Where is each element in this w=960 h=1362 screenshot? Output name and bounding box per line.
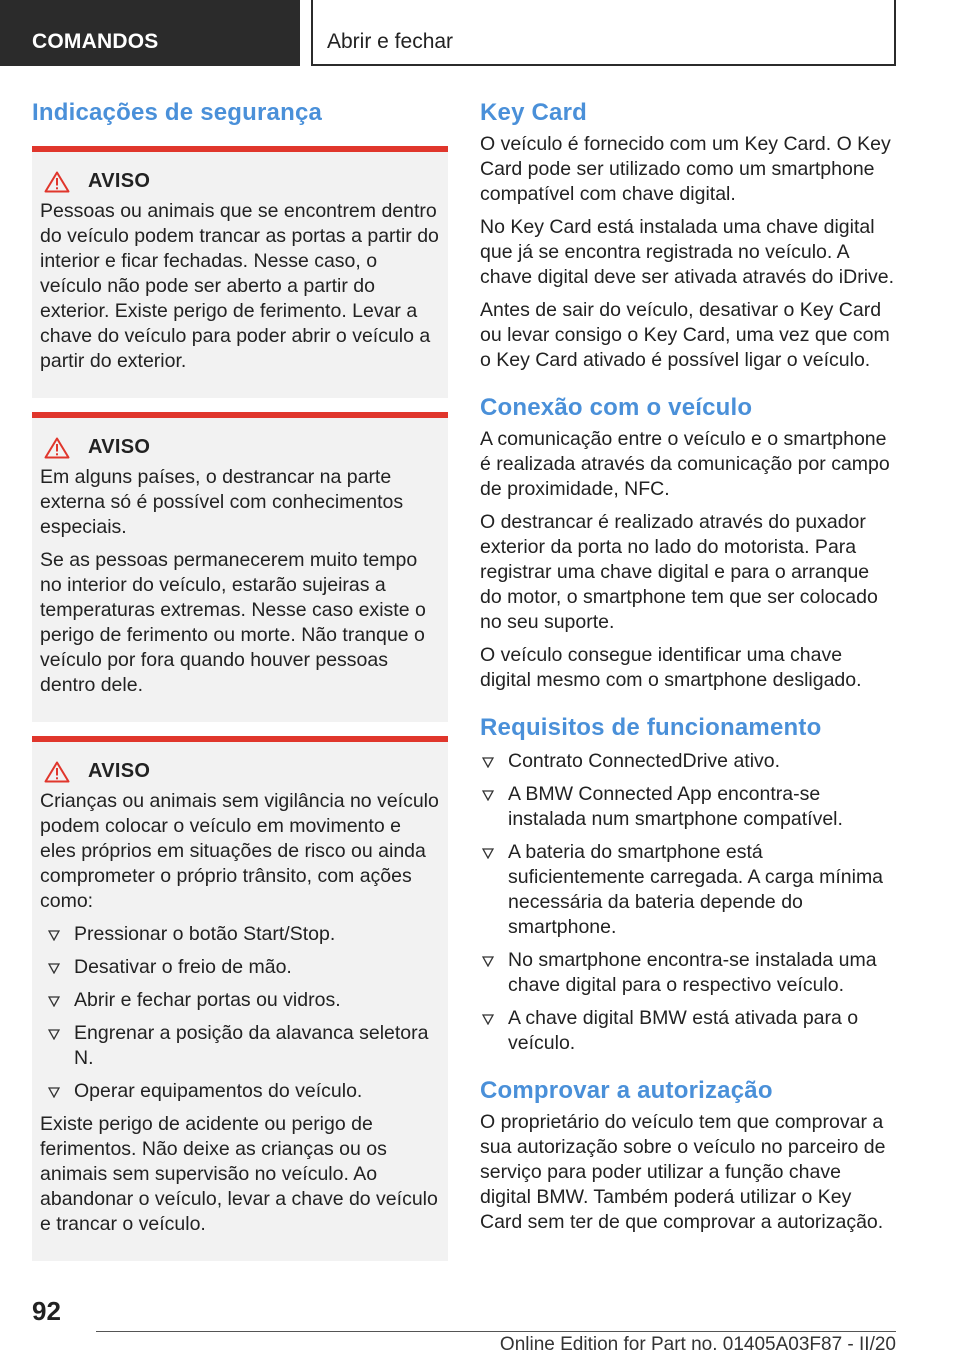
authorization-heading: Comprovar a autorização	[480, 1077, 773, 1104]
list-item: Engrenar a posição da alavanca seletora N.	[40, 1021, 440, 1071]
warning-label: AVISO	[88, 170, 151, 192]
warning-box	[32, 736, 448, 1261]
bullet-triangle-icon	[48, 1029, 60, 1040]
bullet-triangle-icon	[482, 1014, 494, 1025]
warning-header	[40, 436, 440, 459]
warning-triangle-icon	[44, 171, 70, 193]
warning-text: Pessoas ou animais que se encontrem dentro do veículo podem trancar as portas a partir do interior e ficar fechadas. Nesse caso, o veículo não pode ser aberto a partir do exterior. Existe perigo de ferimento. Levar a chave do veículo para poder abrir o veículo a partir do exterior.	[40, 200, 439, 372]
warning-list	[40, 922, 440, 1104]
bullet-triangle-icon	[482, 757, 494, 768]
chapter-label: Abrir e fechar	[327, 30, 454, 53]
edition-footer: Online Edition for Part no. 01405A03F87 - II/20	[499, 1334, 896, 1355]
body-text: O veículo consegue identificar uma chave digital mesmo com o smartphone desligado.	[480, 644, 862, 691]
bullet-triangle-icon	[482, 956, 494, 967]
warning-text: Em alguns países, o destrancar na parte externa só é possível com conhecimentos especiais.	[40, 466, 404, 538]
list-item: Pressionar o botão Start/Stop.	[40, 922, 440, 947]
bullet-triangle-icon	[482, 790, 494, 801]
body-text: A comunicação entre o veículo e o smartphone é realizada através da comunicação por campo de proximidade, NFC.	[480, 428, 890, 500]
key-card-heading: Key Card	[480, 99, 587, 126]
bullet-triangle-icon	[48, 963, 60, 974]
list-item: Operar equipamentos do veículo.	[40, 1079, 440, 1104]
list-item: Abrir e fechar portas ou vidros.	[40, 988, 440, 1013]
bullet-triangle-icon	[48, 930, 60, 941]
requirements-heading: Requisitos de funcionamento	[480, 714, 822, 741]
list-item: A BMW Connected App encontra-se instalada num smartphone compatível.	[480, 782, 896, 832]
body-text: O proprietário do veículo tem que comprovar a sua autorização sobre o veículo no parceiro de serviço para poder utilizar a função chave digital BMW. Também poderá utilizar o Key Card sem ter de que comprovar a autorização.	[480, 1111, 886, 1233]
list-item: Contrato ConnectedDrive ativo.	[480, 749, 896, 774]
footer-divider	[96, 1331, 896, 1332]
warning-box	[32, 412, 448, 722]
safety-heading: Indicações de segurança	[32, 99, 323, 126]
bullet-triangle-icon	[48, 996, 60, 1007]
section-tab	[0, 0, 300, 66]
list-item: A bateria do smartphone está suficientemente carregada. A carga mínima necessária da bateria depende do smartphone.	[480, 840, 896, 940]
right-column	[480, 98, 896, 1243]
list-item: No smartphone encontra-se instalada uma chave digital para o respectivo veículo.	[480, 948, 896, 998]
warning-label: AVISO	[88, 436, 151, 458]
warning-header	[40, 170, 440, 193]
warning-triangle-icon	[44, 761, 70, 783]
body-text: O veículo é fornecido com um Key Card. O Key Card pode ser utilizado como um smartphone compatível com chave digital.	[480, 133, 891, 205]
bullet-triangle-icon	[482, 848, 494, 859]
body-text: O destrancar é realizado através do puxador exterior da porta no lado do motorista. Para registrar uma chave digital e para o arranque do motor, o smartphone tem que ser colocado no seu suporte.	[480, 511, 878, 633]
warning-text: Crianças ou animais sem vigilância no veículo podem colocar o veículo em movimento e eles próprios em situações de risco ou ainda comprometer o próprio trânsito, com ações como:	[40, 790, 439, 912]
section-label: COMANDOS	[32, 30, 159, 53]
warning-text: Existe perigo de acidente ou perigo de ferimentos. Não deixe as crianças ou os animais sem supervisão no veículo. Ao abandonar o veículo, levar a chave do veículo e trancar o veículo.	[40, 1113, 438, 1235]
chapter-tab	[311, 0, 896, 66]
warning-text: Se as pessoas permanecerem muito tempo no interior do veículo, estarão sujeiras a temperaturas extremas. Nesse caso existe o perigo de ferimento ou morte. Não tranque o veículo por fora quando houver pessoas dentro dele.	[40, 549, 426, 696]
warning-label: AVISO	[88, 760, 151, 782]
list-item: Desativar o freio de mão.	[40, 955, 440, 980]
bullet-triangle-icon	[48, 1087, 60, 1098]
list-item: A chave digital BMW está ativada para o veículo.	[480, 1006, 896, 1056]
connection-heading: Conexão com o veículo	[480, 394, 753, 421]
warning-box	[32, 146, 448, 398]
body-text: No Key Card está instalada uma chave digital que já se encontra registrada no veículo. A chave digital deve ser ativada através do iDrive.	[480, 216, 895, 288]
left-column	[32, 98, 448, 1275]
requirements-list	[480, 749, 896, 1056]
warning-header	[40, 760, 440, 783]
page-number: 92	[32, 1296, 61, 1326]
body-text: Antes de sair do veículo, desativar o Key Card ou levar consigo o Key Card, uma vez que com o Key Card ativado é possível ligar o veículo.	[480, 299, 890, 371]
warning-triangle-icon	[44, 437, 70, 459]
